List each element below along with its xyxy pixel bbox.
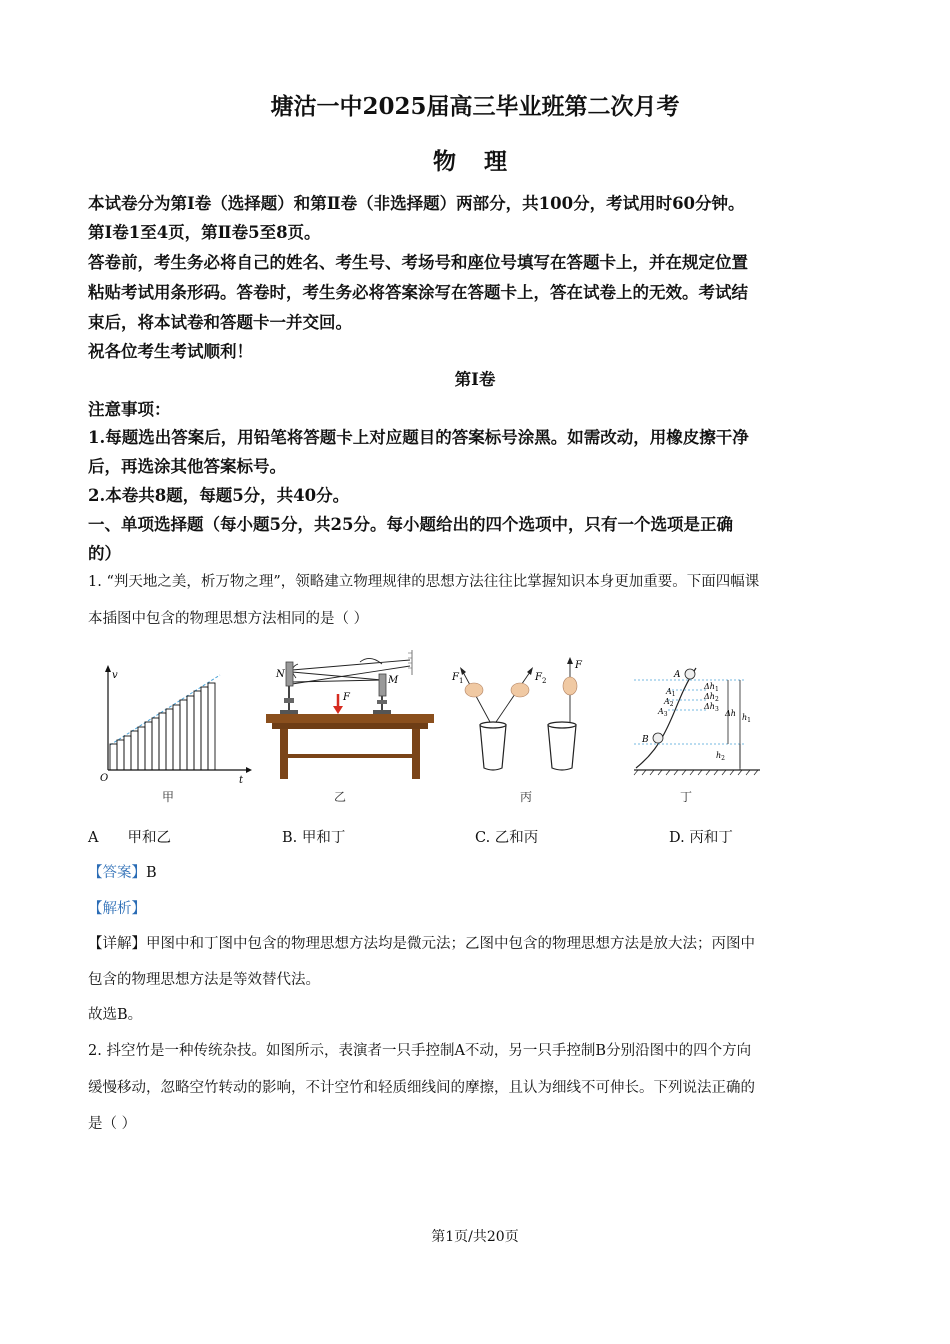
detail-line-2: 包含的物理思想方法是等效替代法。 (88, 972, 320, 988)
axis-t-label: t (239, 775, 244, 785)
label-b: B (642, 735, 649, 745)
caption-ding: 丁 (679, 790, 692, 804)
label-f: F (575, 660, 582, 671)
subject-title: 物 理 (432, 148, 517, 175)
caption-bing: 丙 (519, 790, 532, 804)
exam-title: 塘沽一中2025届高三毕业班第二次月考 (270, 93, 680, 120)
analysis-tag: 【解析】 (88, 901, 146, 917)
caption-jia: 甲 (161, 790, 174, 804)
label-a2: $A_2$ (664, 697, 674, 708)
intro-line-4: 粘贴考试用条形码。答卷时，考生务必将答案涂写在答题卡上，答在试卷上的无效。考试结 (88, 283, 748, 302)
label-a: A (674, 670, 681, 680)
notice-2: 2.本卷共8题，每题5分，共40分。 (88, 486, 350, 505)
label-f-yi: F (343, 692, 350, 703)
label-a1: $A_1$ (666, 687, 676, 698)
q1-stem-2: 本插图中包含的物理思想方法相同的是（ ） (88, 611, 369, 627)
option-d: D. 丙和丁 (669, 830, 733, 846)
label-dh2: $\Delta h_2$ (704, 692, 719, 703)
part-heading-b: 的） (88, 544, 121, 563)
label-dh3: $\Delta h_3$ (704, 702, 719, 713)
conclusion-line: 故选B。 (88, 1007, 143, 1023)
option-b: B. 甲和丁 (282, 830, 346, 846)
label-dh: Δh (725, 709, 736, 718)
intro-line-1: 本试卷分为第Ⅰ卷（选择题）和第Ⅱ卷（非选择题）两部分，共100分，考试用时60分钟。 (88, 194, 745, 213)
notice-1b: 后，再选涂其他答案标号。 (88, 457, 286, 476)
option-c: C. 乙和丙 (475, 830, 539, 846)
figure-bing (450, 650, 610, 775)
answer-line (88, 861, 863, 882)
section-heading: 第Ⅰ卷 (454, 370, 496, 389)
part-heading-a: 一、单项选择题（每小题5分，共25分。每小题给出的四个选项中，只有一个选项是正确 (88, 515, 733, 534)
label-n: N (276, 669, 285, 680)
detail-line-1: 【详解】甲图中和丁图中包含的物理思想方法均是微元法；乙图中包含的物理思想方法是放大法；丙图中 (88, 936, 755, 952)
label-f2: $F_2$ (535, 672, 547, 685)
notice-title: 注意事项： (88, 400, 171, 419)
label-f1: $F_1$ (452, 672, 464, 685)
answer-value: B (146, 865, 157, 881)
figure-yi (262, 650, 440, 785)
figure-jia (98, 650, 253, 785)
caption-yi: 乙 (333, 790, 346, 804)
intro-line-6: 祝各位考生考试顺利！ (88, 342, 253, 361)
origin-label: O (100, 773, 109, 784)
q2-stem-3: 是（ ） (88, 1116, 137, 1132)
intro-line-3: 答卷前，考生务必将自己的姓名、考生号、考场号和座位号填写在答题卡上，并在规定位置 (88, 253, 748, 272)
q2-stem-2: 缓慢移动，忽略空竹转动的影响，不计空竹和轻质细线间的摩擦，且认为细线不可伸长。下列说法正确的 (88, 1080, 755, 1096)
label-dh1: $\Delta h_1$ (704, 682, 719, 693)
label-h1: $h_1$ (742, 713, 751, 724)
label-h2: $h_2$ (716, 751, 725, 762)
page-footer: 第1页/共20页 (431, 1229, 519, 1245)
intro-line-2: 第Ⅰ卷1至4页，第Ⅱ卷5至8页。 (88, 223, 321, 242)
label-m: M (388, 675, 399, 686)
q2-stem-1: 2. 抖空竹是一种传统杂技。如图所示，表演者一只手控制A不动，另一只手控制B分别沿图中的四个方向 (88, 1043, 752, 1059)
answer-tag: 【答案】 (88, 865, 146, 881)
figure-ding (628, 650, 768, 780)
notice-1a: 1.每题选出答案后，用铅笔将答题卡上对应题目的答案标号涂黑。如需改动，用橡皮擦干净 (88, 428, 749, 447)
axis-v-label: v (112, 670, 118, 681)
intro-line-5: 束后，将本试卷和答题卡一并交回。 (88, 313, 352, 332)
q1-stem-1: 1. “判天地之美，析万物之理”，领略建立物理规律的思想方法往往比掌握知识本身更加重要。下面四幅课 (88, 574, 760, 590)
option-a: A 甲和乙 (88, 830, 171, 846)
label-a3: $A_3$ (658, 707, 668, 718)
